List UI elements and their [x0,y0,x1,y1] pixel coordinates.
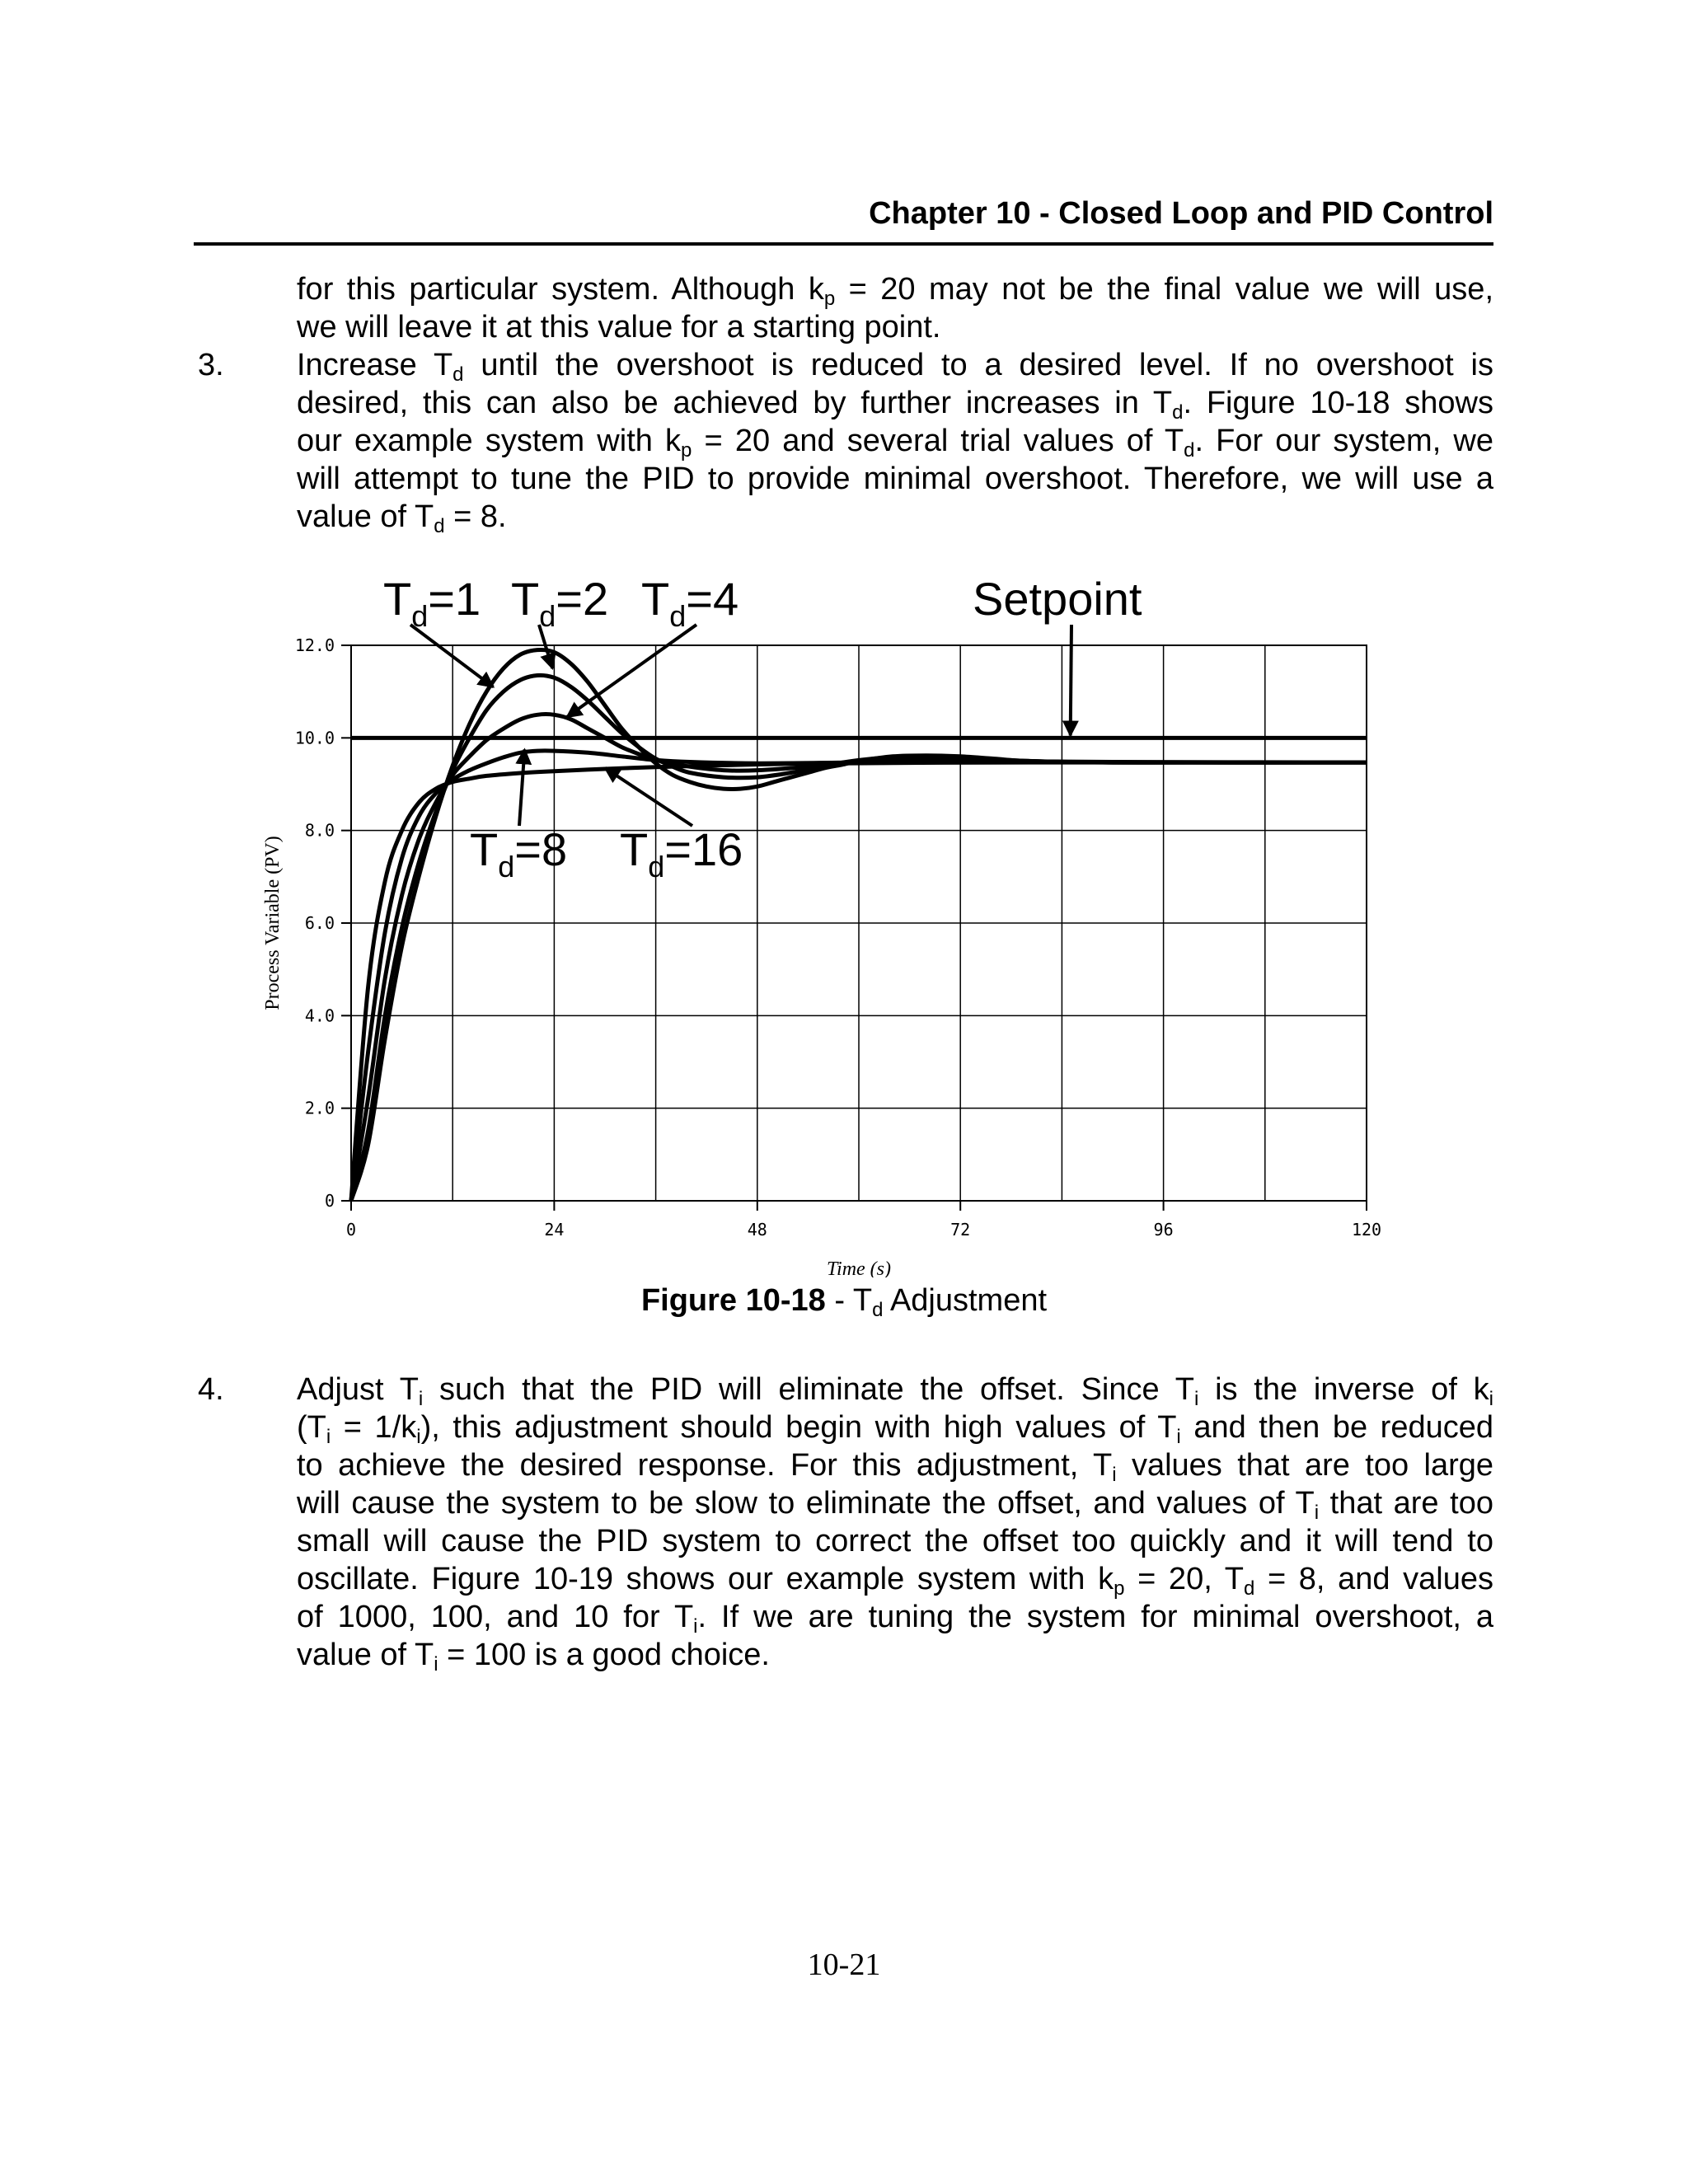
text-line: $(T_i = 1/k_i)$, this adjustment should begin with high values of $T_i$ and then be reduced [297,1410,1493,1448]
step-3-number: 3. [198,348,224,382]
text-line: Increase $T_d$ until the overshoot is reduced to a desired level. If no overshoot is [297,348,1493,386]
x-tick-label: 0 [345,1220,357,1240]
td-adjustment-chart [247,577,1434,1277]
text-line: our example system with $k_p = 20$ and several trial values of $T_d$. For our system, we [297,424,1493,462]
annotation-label: $T_d=1$ [383,577,481,633]
text-line: we will leave it at this value for a starting point. [297,310,941,344]
x-tick-label: 96 [1153,1220,1174,1240]
annotation-label: $T_d=4$ [641,577,739,633]
y-axis-label: Process Variable (PV) [262,836,284,1010]
page-header [194,194,1493,246]
text-line: to achieve the desired response. For this adjustment, $T_i$ values that are too large [297,1448,1493,1486]
annotation-label: $T_d=16$ [620,823,743,883]
text-line: for this particular system. Although $k_p = 20$ may not be the final value we will use, [297,272,1493,310]
y-tick-label: 8.0 [304,820,335,841]
step-4-text [297,1371,1493,1674]
annotation-arrow [519,749,524,826]
step-4-number: 4. [198,1372,224,1407]
annotation-label: $T_d=2$ [511,577,609,633]
text-line: oscillate. Figure 10-19 shows our example system with $k_p = 20$, $T_d = 8$, and values [297,1562,1494,1600]
text-line: value of $T_i = 100$ is a good choice. [297,1638,770,1675]
y-tick-label: 4.0 [304,1005,335,1026]
x-tick-label: 48 [747,1220,767,1240]
chapter-title: Chapter 10 - Closed Loop and PID Control [869,196,1493,231]
text-line: value of $T_d = 8$. [297,499,507,537]
annotation-arrow [410,625,493,687]
annotation-label: $T_d=8$ [470,823,568,883]
text-line: will attempt to tune the PID to provide minimal overshoot. Therefore, we will use a [297,462,1493,496]
y-tick-label: 6.0 [304,913,335,933]
annotation-label: Setpoint [973,577,1142,625]
x-axis-label: Time (s) [827,1258,891,1277]
x-tick-label: 24 [544,1220,565,1240]
y-tick-label: 10.0 [294,728,335,748]
text-line: will cause the system to be slow to eliminate the offset, and values of $T_i$ that are too [297,1486,1493,1524]
y-tick-label: 0 [324,1191,335,1211]
page-number: 10-21 [807,1947,881,1982]
y-tick-label: 12.0 [294,635,335,655]
x-tick-label: 120 [1351,1220,1382,1240]
x-tick-label: 72 [950,1220,971,1240]
text-line: of 1000, 100, and 10 for $T_i$. If we are tuning the system for minimal overshoot, a [297,1600,1493,1638]
figure-caption: Figure $10-18 - T_d$ Adjustment [640,1283,1048,1321]
text-line: small will cause the PID system to correct the offset too quickly and it will tend to [297,1524,1493,1558]
step-2-continuation [297,270,1493,346]
step-3-text [297,346,1493,536]
annotation-arrow [567,625,696,717]
text-line: Adjust $T_i$ such that the PID will eliminate the offset. Since $T_i$ is the inverse of $k_i$ [297,1372,1493,1410]
y-tick-label: 2.0 [304,1098,335,1118]
text-line: desired, this can also be achieved by further increases in $T_d$. Figure 10-18 shows [297,386,1493,424]
figure-10-18 [247,577,1434,1282]
